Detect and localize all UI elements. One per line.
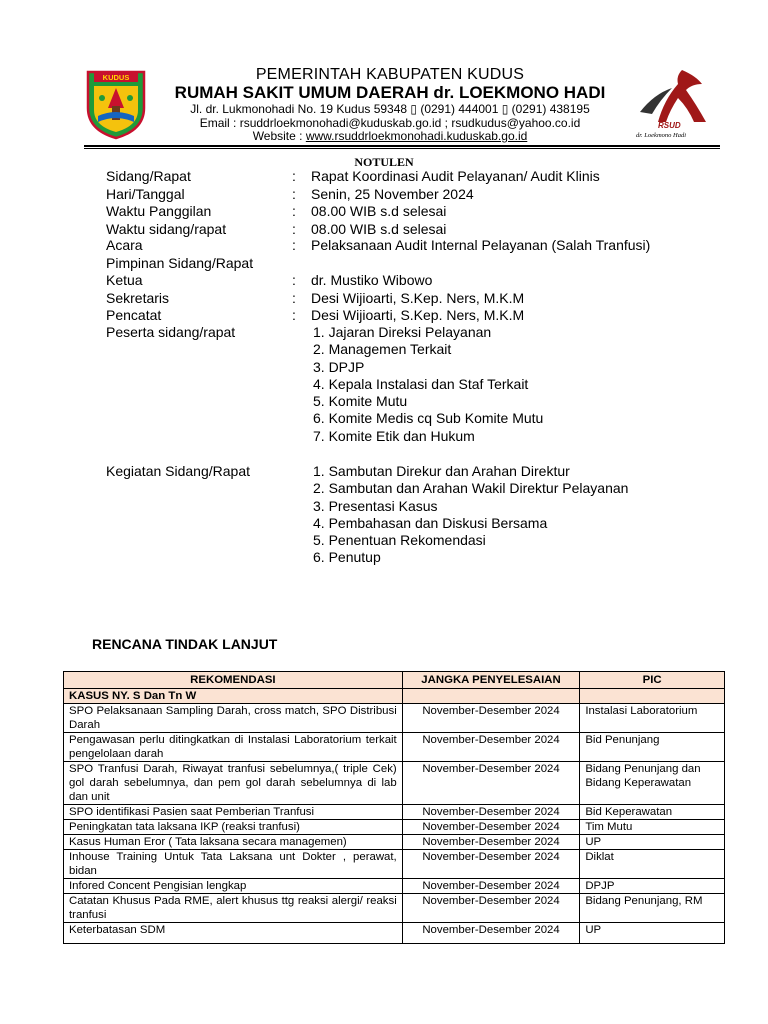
jangka-cell: November-Desember 2024 bbox=[402, 733, 580, 762]
table-row bbox=[64, 704, 725, 733]
jangka-cell: November-Desember 2024 bbox=[402, 835, 580, 850]
jangka-cell: November-Desember 2024 bbox=[402, 850, 580, 879]
list-item: 6. Penutup bbox=[313, 549, 381, 566]
rekomendasi-cell: Keterbatasan SDM bbox=[64, 923, 403, 944]
info-colon: : bbox=[292, 220, 296, 237]
jangka-cell: November-Desember 2024 bbox=[402, 923, 580, 944]
info-value: Desi Wijioarti, S.Kep. Ners, M.K.M bbox=[311, 289, 525, 306]
info-value: 08.00 WIB s.d selesai bbox=[311, 203, 447, 219]
list-item: 3. Presentasi Kasus bbox=[313, 497, 438, 514]
hospital-email: Email : rsuddrloekmonohadi@kuduskab.go.id ; rsudkudus@yahoo.co.id bbox=[199, 116, 581, 130]
table-row bbox=[64, 923, 725, 944]
list-item: 5. Komite Mutu bbox=[313, 393, 408, 410]
recommendation-table bbox=[63, 671, 725, 944]
info-label: Sekretaris bbox=[106, 289, 170, 306]
list-item: 4. Pembahasan dan Diskusi Bersama bbox=[313, 514, 548, 531]
list-item: 1. Sambutan Direkur dan Arahan Direktur bbox=[313, 463, 570, 479]
table-cell bbox=[580, 689, 725, 704]
info-label: Sidang/Rapat bbox=[106, 168, 191, 184]
info-value: 08.00 WIB s.d selesai bbox=[311, 220, 447, 237]
column-header-pic: PIC bbox=[580, 672, 725, 689]
header-divider-thin bbox=[84, 148, 720, 149]
info-colon: : bbox=[292, 168, 296, 184]
svg-text:KUDUS: KUDUS bbox=[102, 73, 130, 82]
table-row bbox=[64, 894, 725, 923]
list-item: 4. Kepala Instalasi dan Staf Terkait bbox=[313, 375, 529, 392]
info-label: Pimpinan Sidang/Rapat bbox=[106, 254, 254, 271]
rekomendasi-cell: Catatan Khusus Pada RME, alert khusus ttg reaksi alergi/ reaksi tranfusi bbox=[64, 894, 403, 923]
info-value: Rapat Koordinasi Audit Pelayanan/ Audit Klinis bbox=[311, 168, 600, 184]
info-label: Hari/Tanggal bbox=[106, 185, 185, 202]
list-item: 2. Sambutan dan Arahan Wakil Direktur Pelayanan bbox=[313, 480, 629, 497]
case-label: KASUS NY. S Dan Tn W bbox=[64, 689, 403, 704]
jangka-cell: November-Desember 2024 bbox=[402, 894, 580, 923]
pic-cell: Bidang Penunjang dan Bidang Keperawatan bbox=[580, 762, 725, 805]
table-cell bbox=[402, 689, 580, 704]
svg-text:RSUD: RSUD bbox=[658, 121, 681, 130]
list-item: 6. Komite Medis cq Sub Komite Mutu bbox=[313, 410, 544, 427]
pic-cell: Bid Keperawatan bbox=[580, 805, 725, 820]
info-label: Ketua bbox=[106, 272, 143, 288]
info-label: Waktu sidang/rapat bbox=[106, 220, 227, 237]
info-colon: : bbox=[292, 185, 296, 202]
jangka-cell: November-Desember 2024 bbox=[402, 805, 580, 820]
pic-cell: Diklat bbox=[580, 850, 725, 879]
jangka-cell: November-Desember 2024 bbox=[402, 704, 580, 733]
list-item: 7. Komite Etik dan Hukum bbox=[313, 427, 475, 444]
pic-cell: Tim Mutu bbox=[580, 820, 725, 835]
info-value: dr. Mustiko Wibowo bbox=[311, 272, 433, 288]
list-item: 2. Managemen Terkait bbox=[313, 341, 452, 358]
rekomendasi-cell: SPO Pelaksanaan Sampling Darah, cross match, SPO Distribusi Darah bbox=[64, 704, 403, 733]
column-header-jangka: JANGKA PENYELESAIAN bbox=[402, 672, 580, 689]
pic-cell: Bidang Penunjang, RM bbox=[580, 894, 725, 923]
government-name: PEMERINTAH KABUPATEN KUDUS bbox=[255, 66, 525, 83]
table-row bbox=[64, 805, 725, 820]
info-colon: : bbox=[292, 237, 296, 253]
rekomendasi-cell: Pengawasan perlu ditingkatkan di Instalasi Laboratorium terkait pengelolaan darah bbox=[64, 733, 403, 762]
section-title-rtl: RENCANA TINDAK LANJUT bbox=[92, 636, 278, 652]
info-value: Pelaksanaan Audit Internal Pelayanan (Salah Tranfusi) bbox=[311, 237, 651, 253]
svg-text:dr. Loekmono Hadi: dr. Loekmono Hadi bbox=[636, 132, 687, 139]
hospital-address: Jl. dr. Lukmonohadi No. 19 Kudus 59348 ▯ (0291) 444001 ▯ (0291) 438195 bbox=[190, 102, 590, 116]
header-divider-thick bbox=[84, 145, 720, 147]
pic-cell: Bid Penunjang bbox=[580, 733, 725, 762]
list-item: 5. Penentuan Rekomendasi bbox=[313, 532, 486, 549]
info-colon: : bbox=[292, 203, 296, 219]
info-label: Pencatat bbox=[106, 307, 162, 323]
kegiatan-list bbox=[313, 463, 628, 567]
info-label: Acara bbox=[106, 237, 143, 253]
list-item: 3. DPJP bbox=[313, 358, 365, 375]
website-link[interactable]: www.rsuddrloekmonohadi.kuduskab.go.id bbox=[305, 129, 528, 143]
peserta-label: Peserta sidang/rapat bbox=[106, 324, 236, 340]
info-value: Senin, 25 November 2024 bbox=[311, 185, 474, 202]
table-row bbox=[64, 820, 725, 835]
jangka-cell: November-Desember 2024 bbox=[402, 879, 580, 894]
jangka-cell: November-Desember 2024 bbox=[402, 820, 580, 835]
rekomendasi-cell: SPO identifikasi Pasien saat Pemberian Tranfusi bbox=[64, 805, 403, 820]
hospital-website bbox=[6, 129, 768, 143]
pic-cell: Instalasi Laboratorium bbox=[580, 704, 725, 733]
hospital-name: RUMAH SAKIT UMUM DAERAH dr. LOEKMONO HADI bbox=[174, 83, 606, 102]
pic-cell: UP bbox=[580, 923, 725, 944]
list-item: 1. Jajaran Direksi Pelayanan bbox=[313, 324, 492, 340]
info-colon: : bbox=[292, 307, 296, 323]
rekomendasi-cell: Kasus Human Eror ( Tata laksana secara managemen) bbox=[64, 835, 403, 850]
table-row bbox=[64, 733, 725, 762]
jangka-cell: November-Desember 2024 bbox=[402, 762, 580, 805]
table-row bbox=[64, 879, 725, 894]
kegiatan-label: Kegiatan Sidang/Rapat bbox=[106, 463, 250, 479]
document-title: NOTULEN bbox=[354, 155, 414, 169]
table-row bbox=[64, 762, 725, 805]
rekomendasi-cell: Infored Concent Pengisian lengkap bbox=[64, 879, 403, 894]
website-label: Website : bbox=[252, 129, 306, 143]
table-header-row bbox=[64, 672, 725, 689]
table-row bbox=[64, 835, 725, 850]
info-label: Waktu Panggilan bbox=[106, 203, 212, 219]
pic-cell: UP bbox=[580, 835, 725, 850]
rekomendasi-cell: SPO Tranfusi Darah, Riwayat tranfusi sebelumnya,( triple Cek) gol darah sebelumnya, dan pem gol darah sebelumnya di lab dan unit bbox=[64, 762, 403, 805]
peserta-list bbox=[313, 324, 543, 445]
column-header-rekomendasi: REKOMENDASI bbox=[64, 672, 403, 689]
info-colon: : bbox=[292, 272, 296, 288]
rekomendasi-cell: Peningkatan tata laksana IKP (reaksi tranfusi) bbox=[64, 820, 403, 835]
table-row bbox=[64, 850, 725, 879]
rekomendasi-cell: Inhouse Training Untuk Tata Laksana unt Dokter , perawat, bidan bbox=[64, 850, 403, 879]
pic-cell: DPJP bbox=[580, 879, 725, 894]
info-value: Desi Wijioarti, S.Kep. Ners, M.K.M bbox=[311, 307, 525, 323]
case-row bbox=[64, 689, 725, 704]
info-colon: : bbox=[292, 289, 296, 306]
